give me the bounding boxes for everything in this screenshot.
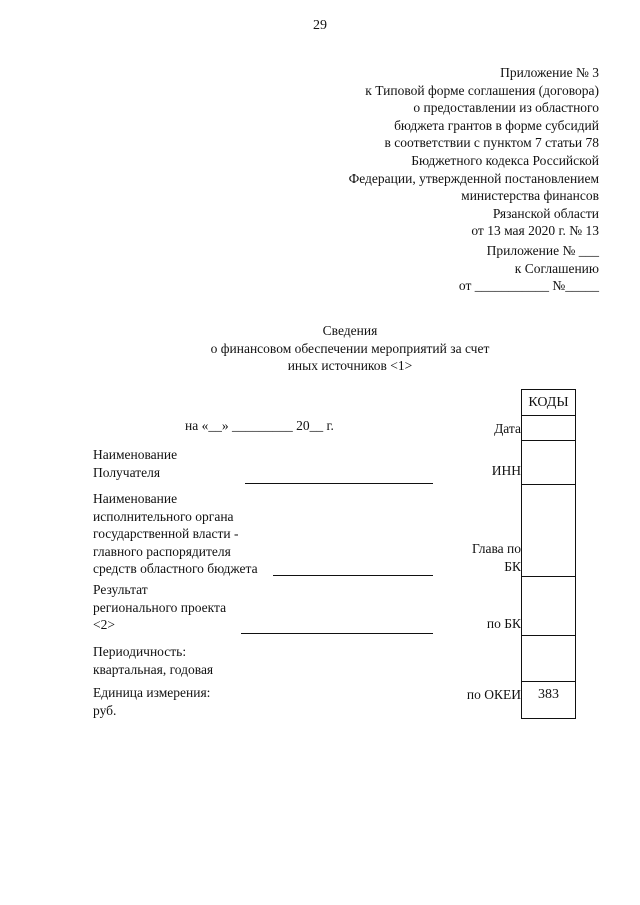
annex-line: Приложение № 3	[500, 65, 599, 80]
codes-header: КОДЫ	[528, 395, 569, 410]
agreement-reference	[459, 242, 599, 295]
annex-line: от 13 мая 2020 г. № 13	[471, 223, 599, 239]
code-label-date: Дата	[494, 421, 521, 436]
okei-code-value: 383	[538, 687, 559, 702]
codes-cell-divider	[522, 681, 575, 682]
result-label: Результат регионального проекта <2>	[93, 582, 227, 633]
document-title	[150, 322, 550, 375]
code-label-inn: ИНН	[491, 463, 521, 478]
result-underline	[241, 633, 433, 634]
annex-line: бюджета грантов в форме субсидий	[394, 117, 599, 133]
annex-line: Бюджетного кодекса Российской	[411, 152, 599, 168]
recipient-underline	[245, 483, 433, 484]
annex-line: о предоставлении из областного	[413, 100, 599, 116]
periodicity-label: Периодичность: квартальная, годовая	[93, 644, 214, 677]
unit-label: Единица измерения: руб.	[93, 685, 211, 718]
code-label-head-bk: Глава по БК	[471, 541, 521, 574]
agreement-line-to: к Соглашению	[514, 260, 599, 276]
title-line: иных источников <1>	[287, 358, 413, 374]
annex-line: к Типовой форме соглашения (договора)	[365, 82, 599, 98]
authority-underline	[273, 575, 433, 576]
report-date-line: на «__» _________ 20__ г.	[185, 418, 334, 433]
annex-line: в соответствии с пунктом 7 статьи 78	[384, 135, 599, 151]
title-line: о финансовом обеспечении мероприятий за счет	[210, 340, 490, 356]
codes-cell-divider	[522, 635, 575, 636]
annex-line: министерства финансов	[461, 188, 599, 204]
codes-table	[521, 389, 576, 719]
codes-cell-divider	[522, 440, 575, 441]
authority-label: Наименование исполнительного органа государственной власти - главного распорядителя средств областного бюджета	[93, 491, 258, 577]
code-label-by-bk: по БК	[486, 616, 521, 631]
code-label-okei: по ОКЕИ	[466, 687, 521, 702]
annex-line: Рязанской области	[492, 205, 599, 221]
codes-cell-divider	[522, 484, 575, 485]
recipient-label: Наименование Получателя	[93, 447, 178, 480]
codes-cell-divider	[522, 415, 575, 416]
annex-header	[349, 64, 599, 240]
annex-line: Федерации, утвержденной постановлением	[348, 170, 599, 186]
page-number: 29	[313, 18, 327, 33]
title-line: Сведения	[322, 323, 378, 338]
agreement-line-annex: Приложение № ___	[486, 243, 599, 258]
codes-cell-divider	[522, 576, 575, 577]
agreement-line-date: от ___________ №_____	[458, 278, 599, 294]
